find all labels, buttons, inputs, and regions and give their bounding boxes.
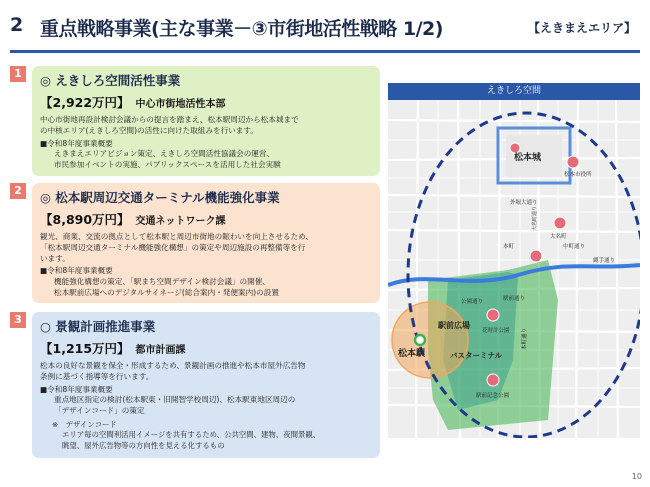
label-outer-moat: 外堀大通り <box>510 200 538 206</box>
label-daimyo: 大名町 <box>550 234 567 240</box>
section-title: ◎ えきしろ空間活性事業 <box>40 73 181 88</box>
label-daimyo-street: 大名町通り <box>532 205 538 231</box>
label-hanatoki: 花時計公園 <box>482 328 510 334</box>
page-number: 10 <box>631 472 642 481</box>
map-header: えきしろ空間 <box>388 83 640 100</box>
section-3 <box>10 312 380 458</box>
area-map <box>388 83 640 438</box>
area-tag: 【えきまえエリア】 <box>527 21 636 35</box>
label-station: 松本駅 <box>398 349 426 359</box>
page-title: 重点戦略事業(主な事業－③市街地活性戦略 1/2) <box>40 18 443 40</box>
fy-detail: 松本駅前広場へのデジタルサイネージ(総合案内・発便案内)の設置 <box>54 287 279 297</box>
fy-detail: 「デザインコード」の策定 <box>54 406 145 416</box>
map-image <box>388 100 640 438</box>
budget-row <box>40 93 372 111</box>
label-honmachi-street: 本町通り <box>522 327 528 350</box>
section-number: 2 <box>10 183 26 199</box>
budget-row <box>40 339 372 357</box>
description-line: 中心市街地再設計検討会議からの提言を踏まえ、松本駅周辺から松本城まで <box>40 115 299 124</box>
castle-marker <box>510 143 520 153</box>
description-line: 条例に基づく指導等を行います。 <box>40 371 154 381</box>
note-text: 眺望、屋外広告物等の方向性を見える化するもの <box>62 440 225 450</box>
daimyo-marker <box>554 217 566 229</box>
description-line: 「松本駅周辺交通ターミナル機能強化構想」の策定や周辺施設の再整備等を行 <box>40 242 306 252</box>
description-line: 観光、商業、交流の拠点として松本駅と周辺市街地の賑わいを向上させるため、 <box>40 232 314 241</box>
label-honmachi: 本町 <box>503 244 515 250</box>
department: 都市計画課 <box>135 345 186 356</box>
fy-detail: 重点地区指定の検討(松本駅東・旧開智学校周辺)、松本駅東地区周辺の <box>54 395 296 405</box>
city-hall-marker <box>567 156 579 168</box>
budget-amount: 【1,215万円】 <box>40 341 130 356</box>
section-title: ◎ 松本駅周辺交通ターミナル機能強化事業 <box>40 190 280 205</box>
fy-detail: 機能強化構想の策定、「駅まち空間デザイン検討会議」の開催、 <box>54 277 270 287</box>
section-box <box>32 66 380 176</box>
label-nawate: 縄手通り <box>593 258 616 264</box>
ekimae-park-marker <box>487 374 499 386</box>
section-number: 3 <box>10 312 26 328</box>
label-bus-terminal: バスターミナル <box>450 351 503 360</box>
nakamachi-marker <box>530 250 542 262</box>
header-number: 2 <box>10 14 24 36</box>
section-title: ○ 景観計画推進事業 <box>40 319 156 334</box>
section-box <box>32 183 380 303</box>
hanatoki-marker <box>487 309 499 321</box>
label-ekimae-plaza: 駅前広場 <box>438 321 470 330</box>
note-label: ※ デザインコード <box>52 419 117 429</box>
budget-amount: 【2,922万円】 <box>40 95 130 110</box>
section-2 <box>10 183 380 305</box>
station-icon <box>415 335 425 345</box>
fy-detail: 市民参加イベントの実施、パブリックスペースを活用した社会実験 <box>54 160 281 170</box>
label-castle: 松本城 <box>514 153 542 163</box>
label-city-hall: 松本市役所 <box>564 172 592 178</box>
slide-header <box>10 8 640 48</box>
budget-amount: 【8,890万円】 <box>40 212 130 227</box>
section-1 <box>10 66 380 176</box>
fy-label: ■令和8年度事業概要 <box>40 138 113 148</box>
budget-row <box>40 210 372 228</box>
label-nakamachi: 中町通り <box>563 244 586 250</box>
fy-label: ■令和8年度事業概要 <box>40 384 113 394</box>
section-box <box>32 312 380 458</box>
fy-detail: えきまえエリアビジョン策定、えきしろ空間活性協議会の運営、 <box>54 149 275 159</box>
department: 交通ネットワーク課 <box>135 216 226 227</box>
label-ekimae-street: 駅前通り <box>503 296 526 302</box>
label-ekimae-park: 駅前記念公園 <box>476 393 510 399</box>
label-park-street: 公園通り <box>461 299 484 305</box>
section-number: 1 <box>10 66 26 82</box>
title-underline <box>10 50 640 53</box>
description-line: の中核エリア(えきしろ空間)の活性に向けた取組みを行います。 <box>40 125 258 135</box>
description-line: 松本の良好な景観を保全・形成するため、景観計画の推進や松本市屋外広告物 <box>40 361 306 370</box>
note-text: エリア毎の空間利活用イメージを共有するため、公共空間、建物、夜間景観、 <box>62 430 321 440</box>
department: 中心市街地活性本部 <box>135 99 226 110</box>
description-line: います。 <box>40 253 70 263</box>
fy-label: ■令和8年度事業概要 <box>40 266 113 276</box>
